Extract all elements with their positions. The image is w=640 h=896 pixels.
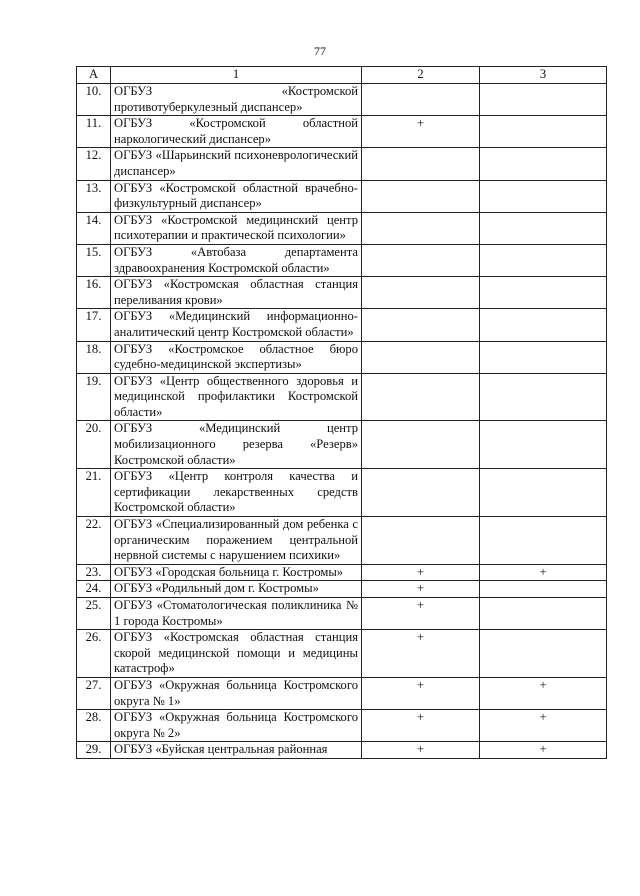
table-row	[77, 517, 607, 565]
row-number: 26.	[77, 630, 111, 678]
institution-name: ОГБУЗ «Городская больница г. Костромы»	[111, 564, 362, 581]
column-3-mark	[480, 581, 607, 598]
table-row	[77, 469, 607, 517]
column-2-mark: +	[362, 598, 480, 630]
institution-name: ОГБУЗ «Костромской областной врачебно-физкультурный диспансер»	[111, 180, 362, 212]
row-number: 25.	[77, 598, 111, 630]
table-row	[77, 598, 607, 630]
row-number: 23.	[77, 564, 111, 581]
column-2-mark: +	[362, 581, 480, 598]
column-2-mark: +	[362, 630, 480, 678]
column-3-mark	[480, 341, 607, 373]
table-row	[77, 116, 607, 148]
table-row	[77, 309, 607, 341]
row-number: 24.	[77, 581, 111, 598]
column-3-mark: +	[480, 742, 607, 759]
table-row	[77, 341, 607, 373]
row-number: 21.	[77, 469, 111, 517]
table-row	[77, 630, 607, 678]
institution-name: ОГБУЗ «Костромской медицинский центр психотерапии и практической психологии»	[111, 212, 362, 244]
column-3-mark	[480, 84, 607, 116]
table-body	[77, 84, 607, 759]
column-2-mark	[362, 469, 480, 517]
page-number: 77	[314, 44, 326, 58]
column-2-mark: +	[362, 677, 480, 709]
table-row	[77, 277, 607, 309]
column-2-mark	[362, 421, 480, 469]
table-row	[77, 373, 607, 421]
institution-name: ОГБУЗ «Стоматологическая поликлиника № 1 города Костромы»	[111, 598, 362, 630]
column-3-mark	[480, 373, 607, 421]
institution-name: ОГБУЗ «Костромское областное бюро судебно-медицинской экспертизы»	[111, 341, 362, 373]
row-number: 20.	[77, 421, 111, 469]
column-2-mark: +	[362, 710, 480, 742]
column-header-3: 3	[480, 67, 607, 84]
institutions-table	[76, 66, 607, 759]
institution-name: ОГБУЗ «Центр контроля качества и сертификации лекарственных средств Костромской области»	[111, 469, 362, 517]
column-2-mark	[362, 148, 480, 180]
column-3-mark	[480, 244, 607, 276]
column-2-mark: +	[362, 116, 480, 148]
column-2-mark	[362, 180, 480, 212]
table-row	[77, 581, 607, 598]
column-3-mark	[480, 116, 607, 148]
column-3-mark: +	[480, 564, 607, 581]
table-row	[77, 84, 607, 116]
column-2-mark	[362, 84, 480, 116]
table-row	[77, 742, 607, 759]
row-number: 18.	[77, 341, 111, 373]
row-number: 16.	[77, 277, 111, 309]
column-3-mark	[480, 630, 607, 678]
column-2-mark: +	[362, 564, 480, 581]
row-number: 14.	[77, 212, 111, 244]
institution-name: ОГБУЗ «Шарьинский психоневрологический диспансер»	[111, 148, 362, 180]
institution-name: ОГБУЗ «Костромская областная станция скорой медицинской помощи и медицины катастроф»	[111, 630, 362, 678]
row-number: 29.	[77, 742, 111, 759]
column-header-1: 1	[111, 67, 362, 84]
column-header-a: А	[77, 67, 111, 84]
institution-name: ОГБУЗ «Костромской областной наркологический диспансер»	[111, 116, 362, 148]
table-row	[77, 244, 607, 276]
column-3-mark: +	[480, 710, 607, 742]
column-3-mark	[480, 469, 607, 517]
row-number: 19.	[77, 373, 111, 421]
column-2-mark	[362, 277, 480, 309]
column-2-mark	[362, 212, 480, 244]
row-number: 27.	[77, 677, 111, 709]
column-2-mark	[362, 309, 480, 341]
column-3-mark	[480, 517, 607, 565]
row-number: 15.	[77, 244, 111, 276]
row-number: 22.	[77, 517, 111, 565]
column-3-mark	[480, 277, 607, 309]
row-number: 28.	[77, 710, 111, 742]
table-row	[77, 180, 607, 212]
table-row	[77, 677, 607, 709]
column-3-mark	[480, 180, 607, 212]
column-2-mark	[362, 517, 480, 565]
institution-name: ОГБУЗ «Специализированный дом ребенка с органическим поражением центральной нервной системы с нарушением психики»	[111, 517, 362, 565]
column-3-mark	[480, 598, 607, 630]
column-3-mark	[480, 309, 607, 341]
column-3-mark	[480, 421, 607, 469]
institution-name: ОГБУЗ «Костромской противотуберкулезный диспансер»	[111, 84, 362, 116]
table-row	[77, 710, 607, 742]
institution-name: ОГБУЗ «Окружная больница Костромского округа № 2»	[111, 710, 362, 742]
column-2-mark: +	[362, 742, 480, 759]
institution-name: ОГБУЗ «Центр общественного здоровья и медицинской профилактики Костромской области»	[111, 373, 362, 421]
column-2-mark	[362, 244, 480, 276]
row-number: 13.	[77, 180, 111, 212]
table-row	[77, 421, 607, 469]
institution-name: ОГБУЗ «Родильный дом г. Костромы»	[111, 581, 362, 598]
column-header-2: 2	[362, 67, 480, 84]
column-2-mark	[362, 341, 480, 373]
institution-name: ОГБУЗ «Медицинский информационно-аналитический центр Костромской области»	[111, 309, 362, 341]
row-number: 11.	[77, 116, 111, 148]
row-number: 12.	[77, 148, 111, 180]
column-3-mark: +	[480, 677, 607, 709]
institution-name: ОГБУЗ «Автобаза департамента здравоохранения Костромской области»	[111, 244, 362, 276]
institution-name: ОГБУЗ «Буйская центральная районная	[111, 742, 362, 759]
institution-name: ОГБУЗ «Медицинский центр мобилизационного резерва «Резерв» Костромской области»	[111, 421, 362, 469]
institution-name: ОГБУЗ «Окружная больница Костромского округа № 1»	[111, 677, 362, 709]
table-header-row	[77, 67, 607, 84]
column-2-mark	[362, 373, 480, 421]
table-row	[77, 564, 607, 581]
column-3-mark	[480, 148, 607, 180]
table-row	[77, 212, 607, 244]
institution-name: ОГБУЗ «Костромская областная станция переливания крови»	[111, 277, 362, 309]
column-3-mark	[480, 212, 607, 244]
row-number: 10.	[77, 84, 111, 116]
table-row	[77, 148, 607, 180]
row-number: 17.	[77, 309, 111, 341]
